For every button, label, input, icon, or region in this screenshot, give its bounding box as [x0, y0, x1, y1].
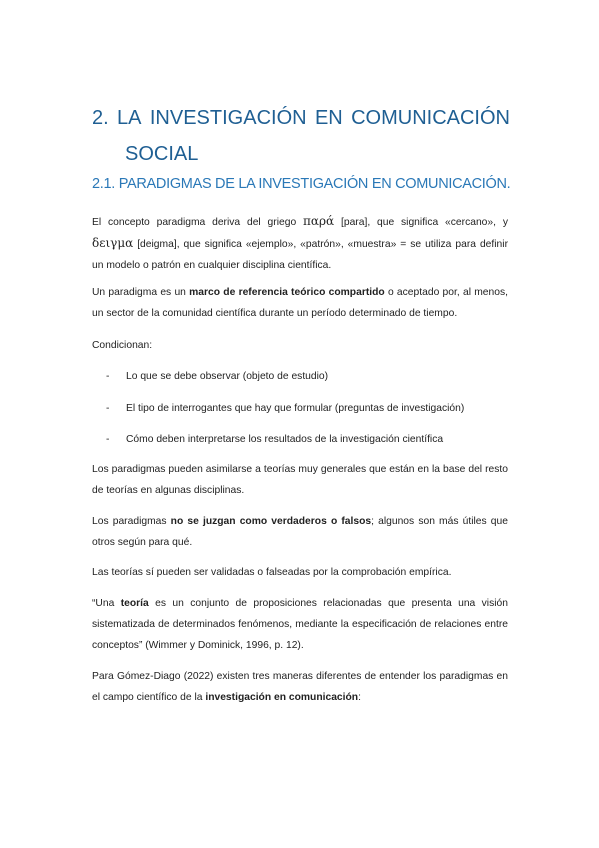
greek-word-para: παρά	[303, 214, 335, 228]
heading-word-2: INVESTIGACIÓN	[149, 107, 307, 129]
heading-line-2: SOCIAL	[125, 143, 199, 165]
subsection-heading: 2.1. PARADIGMAS DE LA INVESTIGACIÓN EN COMUNICACIÓN.	[92, 176, 511, 192]
list-item: - Cómo deben interpretarse los resultados de la investigación científica	[106, 434, 444, 445]
paragraph-paradigm-etymology: El concepto paradigma deriva del griego παρά [para], que significa «cercano», y δειγμα [deigma], que significa «ejemplo», «patrón», «muestra» = se utiliza para definir un modelo o patrón en cualquier disciplina científica.	[92, 214, 508, 271]
heading-word-4: COMUNICACIÓN	[351, 107, 510, 129]
paragraph-gomez-diago: Para Gómez-Diago (2022) existen tres maneras diferentes de entender los paradigmas en el campo científico de la investigación en comunicación:	[92, 671, 508, 703]
paragraph-condicionan: Condicionan:	[92, 340, 153, 351]
paragraph-not-judged: Los paradigmas no se juzgan como verdaderos o falsos; algunos son más útiles que otros según para qué.	[92, 516, 508, 548]
paragraph-general-theories: Los paradigmas pueden asimilarse a teorías muy generales que están en la base del resto de teorías en algunas disciplinas.	[92, 464, 508, 496]
section-number: 2.	[92, 107, 109, 129]
section-heading	[92, 100, 510, 172]
paragraph-theory-quote: “Una teoría es un conjunto de proposiciones relacionadas que presenta una visión sistematizada de determinados fenómenos, mediante la especificación de relaciones entre conceptos” (Wimmer y Dominick, 1996, p. 12).	[92, 598, 508, 651]
list-item: - Lo que se debe observar (objeto de estudio)	[106, 371, 329, 382]
greek-word-deigma: δειγμα	[92, 236, 134, 250]
paragraph-theories-validated: Las teorías sí pueden ser validadas o falseadas por la comprobación empírica.	[92, 567, 452, 578]
list-item: - El tipo de interrogantes que hay que formular (preguntas de investigación)	[106, 403, 465, 414]
heading-word-3: EN	[314, 107, 343, 129]
paragraph-paradigm-definition: Un paradigma es un marco de referencia teórico compartido o aceptado por, al menos, un sector de la comunidad científica durante un período determinado de tiempo.	[92, 287, 508, 319]
heading-word-1: LA	[117, 107, 142, 129]
